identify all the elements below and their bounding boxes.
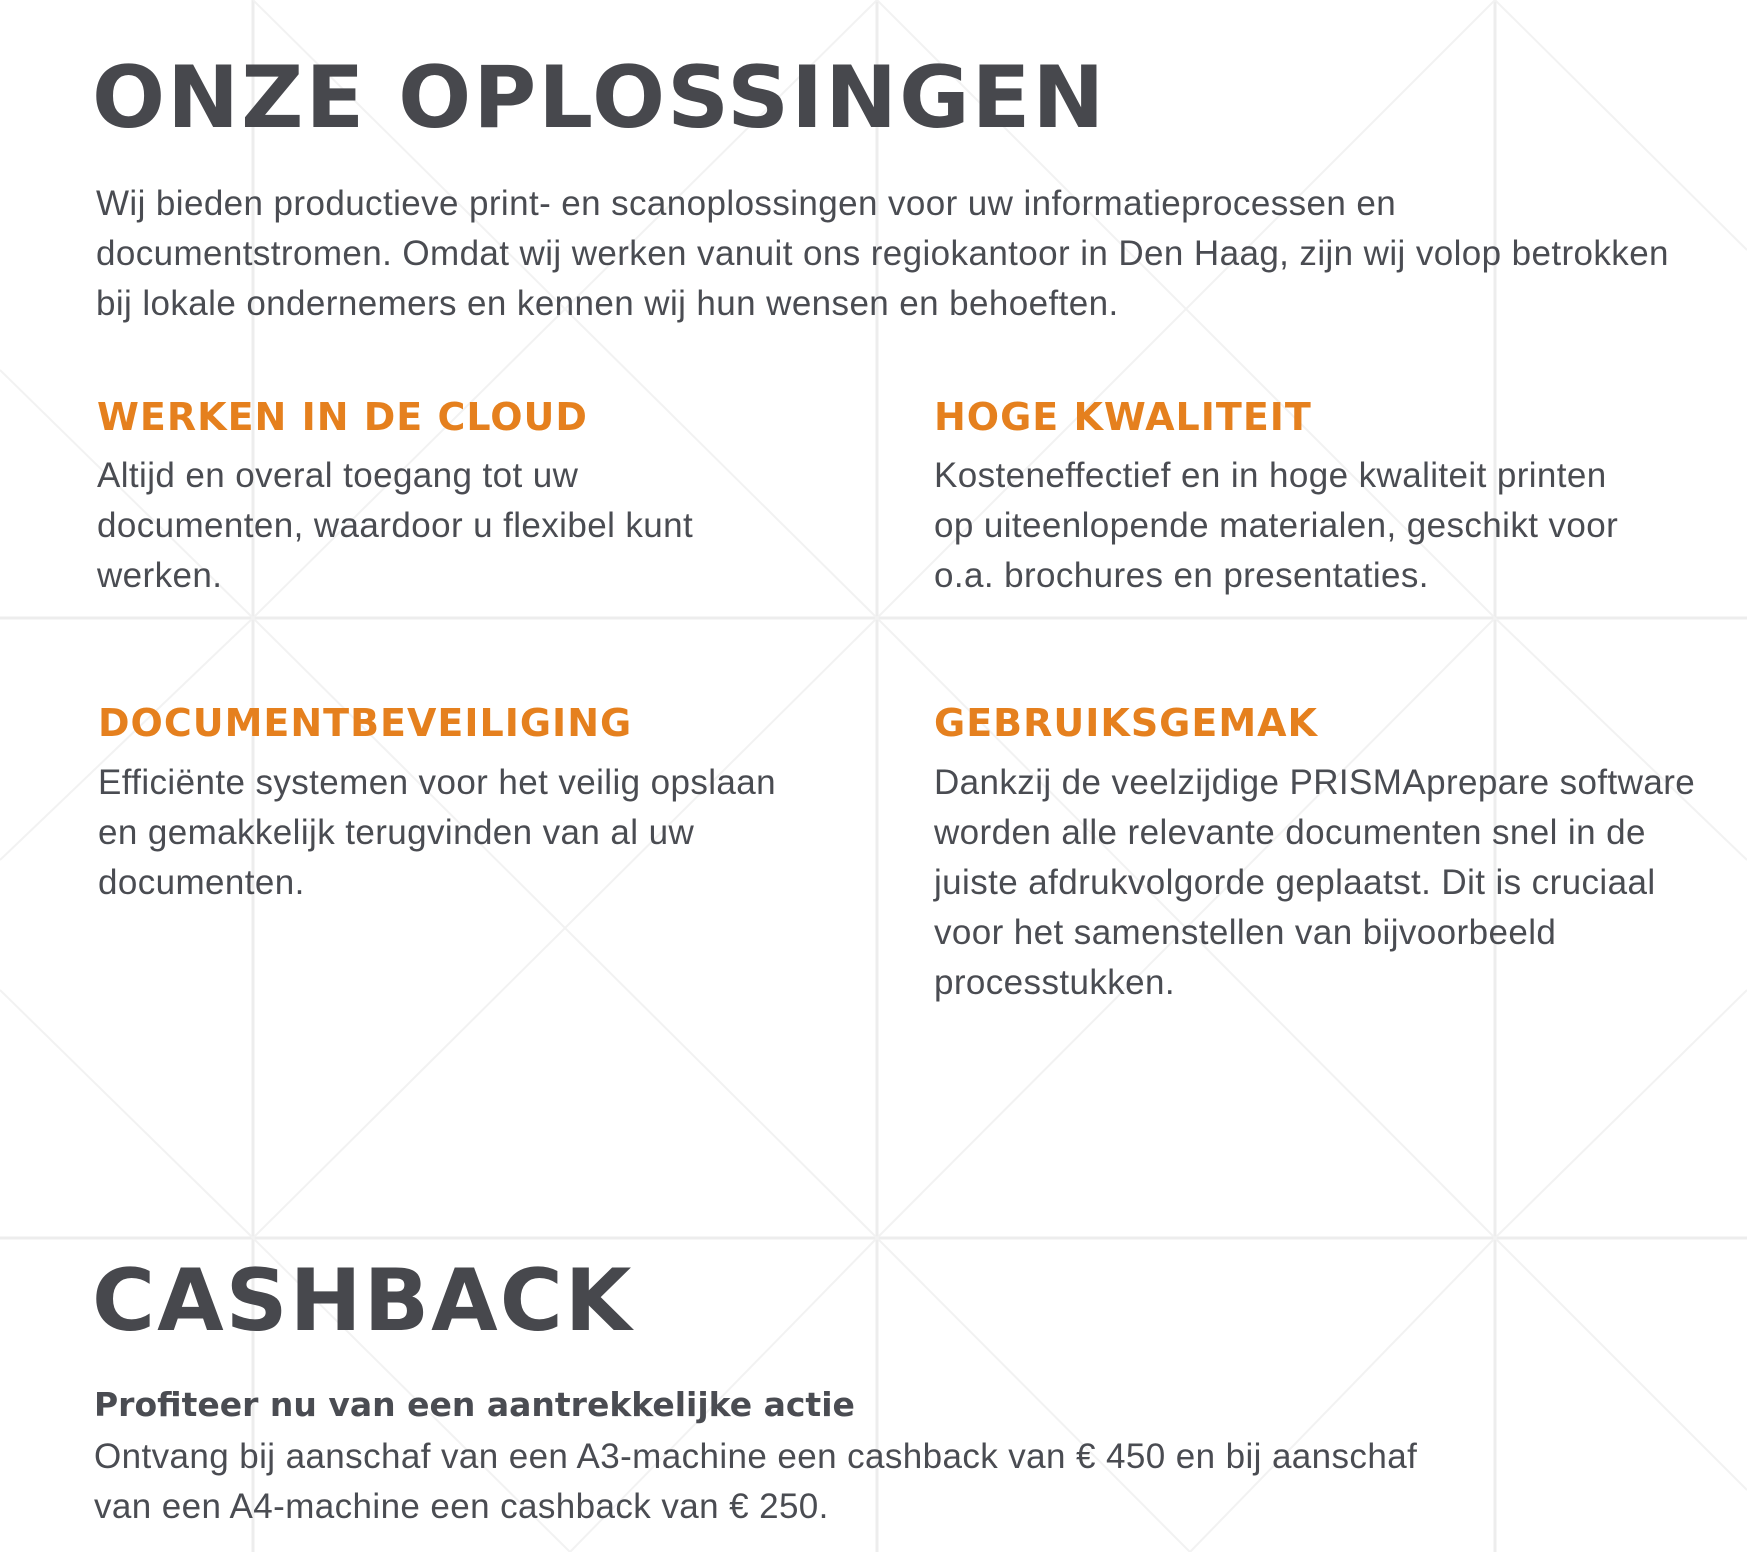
intro-paragraph: Wij bieden productieve print- en scanoplossingen voor uw informatieprocessen en documentstromen. Omdat wij werken vanuit ons regiokantoor in Den Haag, zijn wij volop betrokken bij lokale ondernemers en kennen wij hun wensen en behoeften. (96, 184, 1669, 323)
section-quality-body: Kosteneffectief en in hoge kwaliteit printen op uiteenlopende materialen, geschikt voor o.a. brochures en presentaties. (934, 456, 1619, 595)
section-usability-title: GEBRUIKSGEMAK (934, 701, 1319, 745)
section-cloud-title: WERKEN IN DE CLOUD (97, 395, 588, 439)
section-security-body: Efficiënte systemen voor het veilig opslaan en gemakkelijk terugvinden van al uw documenten. (98, 763, 777, 902)
section-usability-body: Dankzij de veelzijdige PRISMAprepare software worden alle relevante documenten snel in de juiste afdrukvolgorde geplaatst. Dit is cruciaal voor het samenstellen van bijvoorbeeld processtukken. (934, 763, 1696, 1002)
cashback-body: Ontvang bij aanschaf van een A3-machine een cashback van € 450 en bij aanschaf van een A4-machine een cashback van € 250. (94, 1437, 1418, 1526)
section-cloud-body: Altijd en overal toegang tot uw documenten, waardoor u flexibel kunt werken. (97, 456, 694, 595)
cashback-title: CASHBACK (92, 1251, 634, 1351)
cashback-subtitle: Profiteer nu van een aantrekkelijke actie (94, 1385, 855, 1424)
page-title: ONZE OPLOSSINGEN (92, 48, 1107, 148)
section-security-title: DOCUMENTBEVEILIGING (98, 701, 633, 745)
section-quality-title: HOGE KWALITEIT (934, 395, 1312, 439)
